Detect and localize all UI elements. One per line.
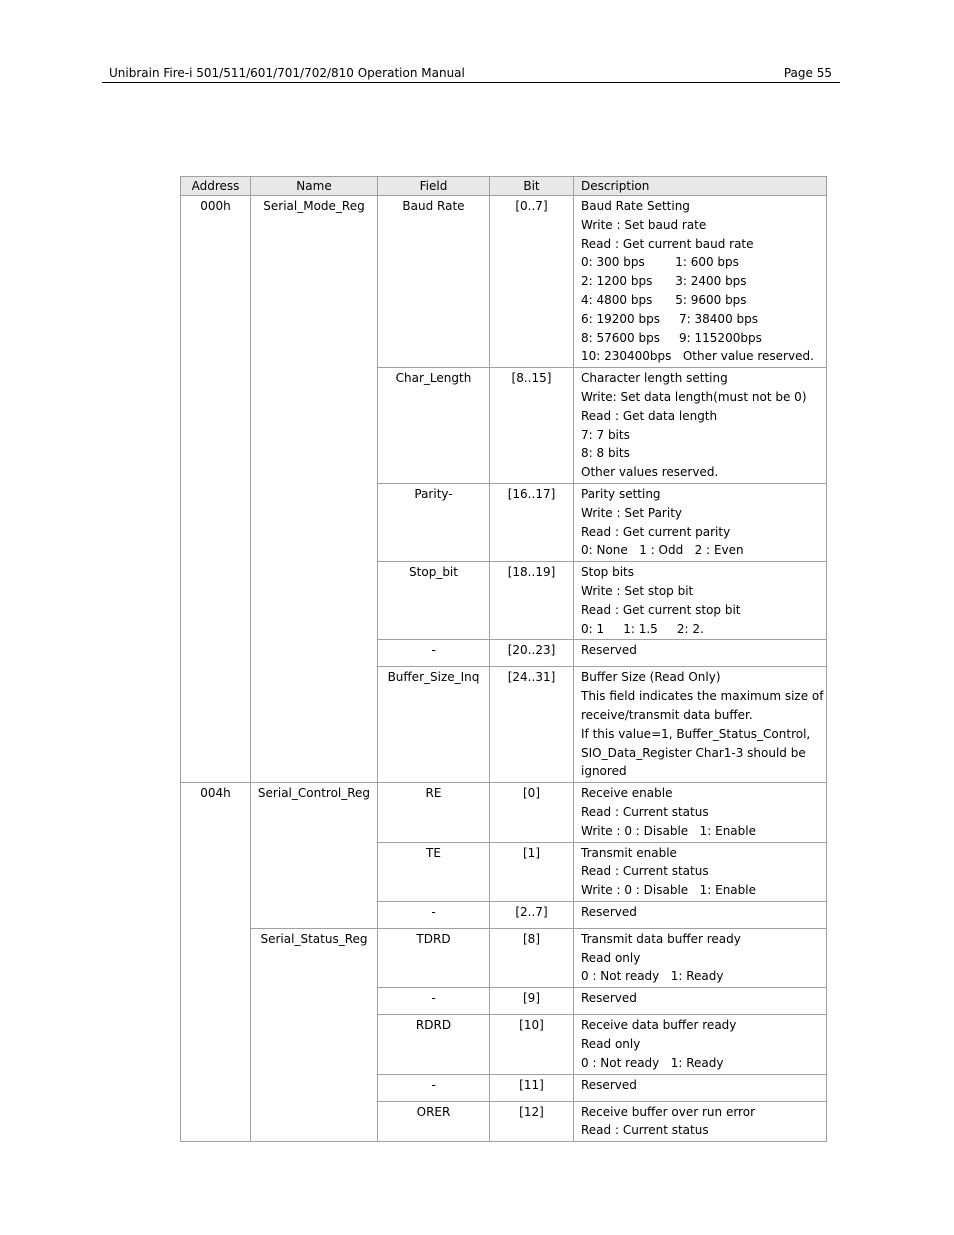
bit-cell: [1] [490, 842, 574, 901]
description-line: 2: 1200 bps 3: 2400 bps [581, 274, 747, 289]
description-cell [574, 901, 827, 928]
description-line: 10: 230400bps Other value reserved. [581, 349, 814, 364]
description-cell [574, 988, 827, 1015]
field-cell: ORER [378, 1101, 490, 1142]
field-cell: RE [378, 783, 490, 842]
bit-cell: [11] [490, 1074, 574, 1101]
description-line: Receive buffer over run error [581, 1104, 755, 1119]
description-line: Read : Get current stop bit [581, 602, 741, 617]
description-line: 8: 57600 bps 9: 115200bps [581, 330, 762, 345]
description-cell [574, 483, 827, 561]
bit-cell: [0..7] [490, 196, 574, 368]
bit-cell: [2..7] [490, 901, 574, 928]
description-line: Read : Get current baud rate [581, 236, 754, 251]
bit-cell: [8] [490, 928, 574, 987]
description-line: Read only [581, 950, 641, 965]
field-cell: - [378, 1074, 490, 1101]
description-line: Read : Current status [581, 864, 709, 879]
description-line: Read : Current status [581, 804, 709, 819]
bit-cell: [9] [490, 988, 574, 1015]
description-line: Buffer Size (Read Only) [581, 670, 721, 685]
description-line: 0: 1 1: 1.5 2: 2. [581, 621, 704, 636]
register-name-cell: Serial_Mode_Reg [251, 196, 378, 783]
table-row [181, 783, 827, 842]
description-line: Reserved [581, 1077, 637, 1092]
field-cell: Char_Length [378, 368, 490, 484]
description-line: Read : Current status [581, 1123, 709, 1138]
description-line: This field indicates the maximum size of [581, 689, 824, 704]
description-line: 7: 7 bits [581, 427, 630, 442]
description-line: Reserved [581, 643, 637, 658]
description-line: Write : Set stop bit [581, 583, 694, 598]
description-line: receive/transmit data buffer. [581, 707, 753, 722]
field-cell: Parity- [378, 483, 490, 561]
description-cell [574, 640, 827, 667]
bit-cell: [0] [490, 783, 574, 842]
field-cell: Baud Rate [378, 196, 490, 368]
description-line: Write : Set baud rate [581, 217, 707, 232]
description-cell [574, 1074, 827, 1101]
table-header-row [181, 177, 827, 196]
description-line: 8: 8 bits [581, 446, 630, 461]
description-cell [574, 562, 827, 640]
description-line: Receive data buffer ready [581, 1018, 737, 1033]
description-line: 0: None 1 : Odd 2 : Even [581, 543, 744, 558]
column-header-field: Field [378, 177, 490, 196]
description-line: Other values reserved. [581, 465, 719, 480]
description-line: Reserved [581, 904, 637, 919]
description-line: If this value=1, Buffer_Status_Control, [581, 726, 811, 741]
description-line: SIO_Data_Register Char1-3 should be [581, 745, 806, 760]
field-cell: RDRD [378, 1015, 490, 1074]
description-line: 0 : Not ready 1: Ready [581, 1055, 724, 1070]
description-line: 0: 300 bps 1: 600 bps [581, 255, 739, 270]
description-cell [574, 667, 827, 783]
description-line: 4: 4800 bps 5: 9600 bps [581, 292, 747, 307]
description-line: Write : 0 : Disable 1: Enable [581, 823, 756, 838]
field-cell: Buffer_Size_Inq [378, 667, 490, 783]
field-cell: TE [378, 842, 490, 901]
description-line: ignored [581, 764, 627, 779]
description-line: Reserved [581, 991, 637, 1006]
register-table [180, 176, 827, 1142]
description-cell [574, 783, 827, 842]
bit-cell: [18..19] [490, 562, 574, 640]
bit-cell: [12] [490, 1101, 574, 1142]
page-number: Page 55 [783, 66, 832, 80]
description-line: Character length setting [581, 371, 728, 386]
table-row [181, 196, 827, 368]
description-line: Baud Rate Setting [581, 199, 690, 213]
column-header-description: Description [574, 177, 827, 196]
register-name-cell: Serial_Control_Reg [251, 783, 378, 929]
column-header-bit: Bit [490, 177, 574, 196]
description-cell [574, 196, 827, 368]
description-line: Write : 0 : Disable 1: Enable [581, 883, 756, 898]
bit-cell: [16..17] [490, 483, 574, 561]
page-header [102, 64, 840, 83]
description-line: Stop bits [581, 565, 635, 580]
description-cell [574, 1015, 827, 1074]
bit-cell: [8..15] [490, 368, 574, 484]
address-cell: 000h [181, 196, 251, 783]
description-line: Receive enable [581, 786, 673, 801]
column-header-name: Name [251, 177, 378, 196]
description-cell [574, 928, 827, 987]
field-cell: Stop_bit [378, 562, 490, 640]
description-line: Write: Set data length(must not be 0) [581, 389, 807, 404]
manual-title: Unibrain Fire-i 501/511/601/701/702/810 Operation Manual [109, 66, 465, 80]
description-line: Read only [581, 1037, 641, 1052]
column-header-address: Address [181, 177, 251, 196]
field-cell: - [378, 640, 490, 667]
description-cell [574, 1101, 827, 1142]
description-line: Parity setting [581, 486, 661, 501]
bit-cell: [20..23] [490, 640, 574, 667]
description-line: Write : Set Parity [581, 505, 682, 520]
description-line: Transmit enable [581, 845, 677, 860]
register-name-cell: Serial_Status_Reg [251, 928, 378, 1141]
field-cell: - [378, 988, 490, 1015]
bit-cell: [24..31] [490, 667, 574, 783]
bit-cell: [10] [490, 1015, 574, 1074]
description-line: Read : Get current parity [581, 524, 731, 539]
field-cell: TDRD [378, 928, 490, 987]
field-cell: - [378, 901, 490, 928]
address-cell: 004h [181, 783, 251, 1142]
table-row [181, 928, 827, 987]
description-cell [574, 842, 827, 901]
description-line: 6: 19200 bps 7: 38400 bps [581, 311, 759, 326]
description-line: Transmit data buffer ready [581, 931, 741, 946]
description-cell [574, 368, 827, 484]
description-line: 0 : Not ready 1: Ready [581, 969, 724, 984]
description-line: Read : Get data length [581, 408, 718, 423]
